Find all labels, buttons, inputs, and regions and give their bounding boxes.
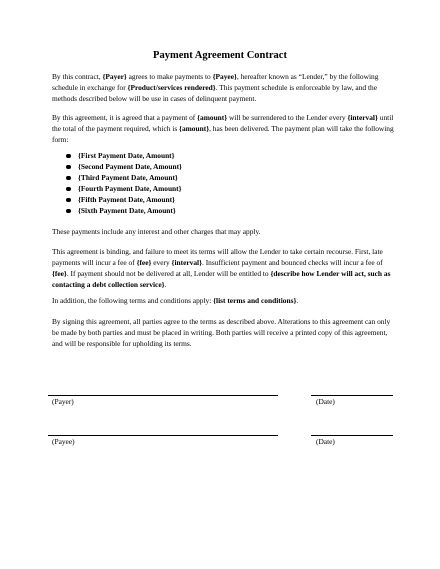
signing-paragraph: By signing this agreement, all parties agree to the terms as described above. Alterations to this agreement can only be made by both parties and must be placed in writing. Both parties will receive a printed copy of this agreement, and will be responsible for upholding its terms.: [52, 317, 391, 348]
fee-placeholder: {fee}: [52, 269, 67, 278]
conditions-text-1: In addition, the following terms and conditions apply:: [52, 296, 214, 305]
terms-text-2: will be surrendered to the Lender every: [227, 113, 348, 122]
interval-placeholder: {interval}: [347, 113, 378, 122]
payer-date-line: [311, 395, 393, 396]
penalty-text-4: . If payment should not be delivered at all, Lender will be entitled to: [66, 269, 271, 278]
list-item: {Second Payment Date, Amount}: [66, 161, 182, 172]
page-title: Payment Agreement Contract: [153, 50, 287, 61]
payment-terms-paragraph: [52, 112, 398, 145]
payee-signature-line: [48, 435, 278, 436]
intro-paragraph: [52, 71, 398, 104]
payer-placeholder: {Payer}: [102, 72, 127, 81]
penalty-text-5: .: [164, 280, 167, 289]
penalty-text-1: This agreement is binding, and failure to meet its terms will allow the Lender to take certain recourse. First, late payments will incur a fee of: [52, 247, 383, 267]
intro-text-1: By this contract,: [52, 72, 103, 81]
amount-placeholder: {amount}: [197, 113, 228, 122]
terms-text-3: until the total of the payment required, which is: [52, 113, 394, 133]
terms-text-4: , has been delivered. The payment plan will take the following form:: [52, 124, 394, 144]
list-item: {Third Payment Date, Amount}: [66, 172, 182, 183]
payer-signature-line: [48, 395, 278, 396]
recourse-placeholder: {describe how Lender will act, such as contacting a debt collection service}: [52, 269, 391, 289]
payer-date-label: (Date): [316, 397, 335, 406]
intro-text-3: , hereafter known as “Lender,” by the following schedule in exchange for: [52, 72, 379, 92]
interest-paragraph: These payments include any interest and other charges that may apply.: [52, 227, 261, 236]
payment-schedule-list: [66, 150, 182, 216]
penalty-paragraph: [52, 246, 398, 290]
payee-date-label: (Date): [316, 437, 335, 446]
penalty-text-2: every: [151, 258, 172, 267]
intro-text-4: . This payment schedule is enforceable by law, and the methods described below will be use in cases of delinquent payment.: [52, 83, 377, 103]
list-item: {Fifth Payment Date, Amount}: [66, 194, 182, 205]
penalty-text-3: . Insufficient payment and bounced checks will incur a fee of: [202, 258, 383, 267]
conditions-paragraph: [52, 295, 398, 306]
list-item: {Fourth Payment Date, Amount}: [66, 183, 182, 194]
terms-text-1: By this agreement, it is agreed that a payment of: [52, 113, 198, 122]
total-amount-placeholder: {amount}: [179, 124, 210, 133]
product-placeholder: {Product/services rendered}: [127, 83, 216, 92]
list-item: {Sixth Payment Date, Amount}: [66, 205, 182, 216]
fee-placeholder: {fee}: [136, 258, 152, 267]
terms-placeholder: {list terms and conditions}: [213, 296, 297, 305]
interval-placeholder: {interval}: [171, 258, 202, 267]
payee-date-line: [311, 435, 393, 436]
payee-placeholder: {Payee}: [212, 72, 237, 81]
list-item: {First Payment Date, Amount}: [66, 150, 182, 161]
conditions-text-2: .: [296, 296, 299, 305]
intro-text-2: agrees to make payments to: [126, 72, 213, 81]
payee-label: (Payee): [52, 437, 75, 446]
payer-label: (Payer): [52, 397, 74, 406]
